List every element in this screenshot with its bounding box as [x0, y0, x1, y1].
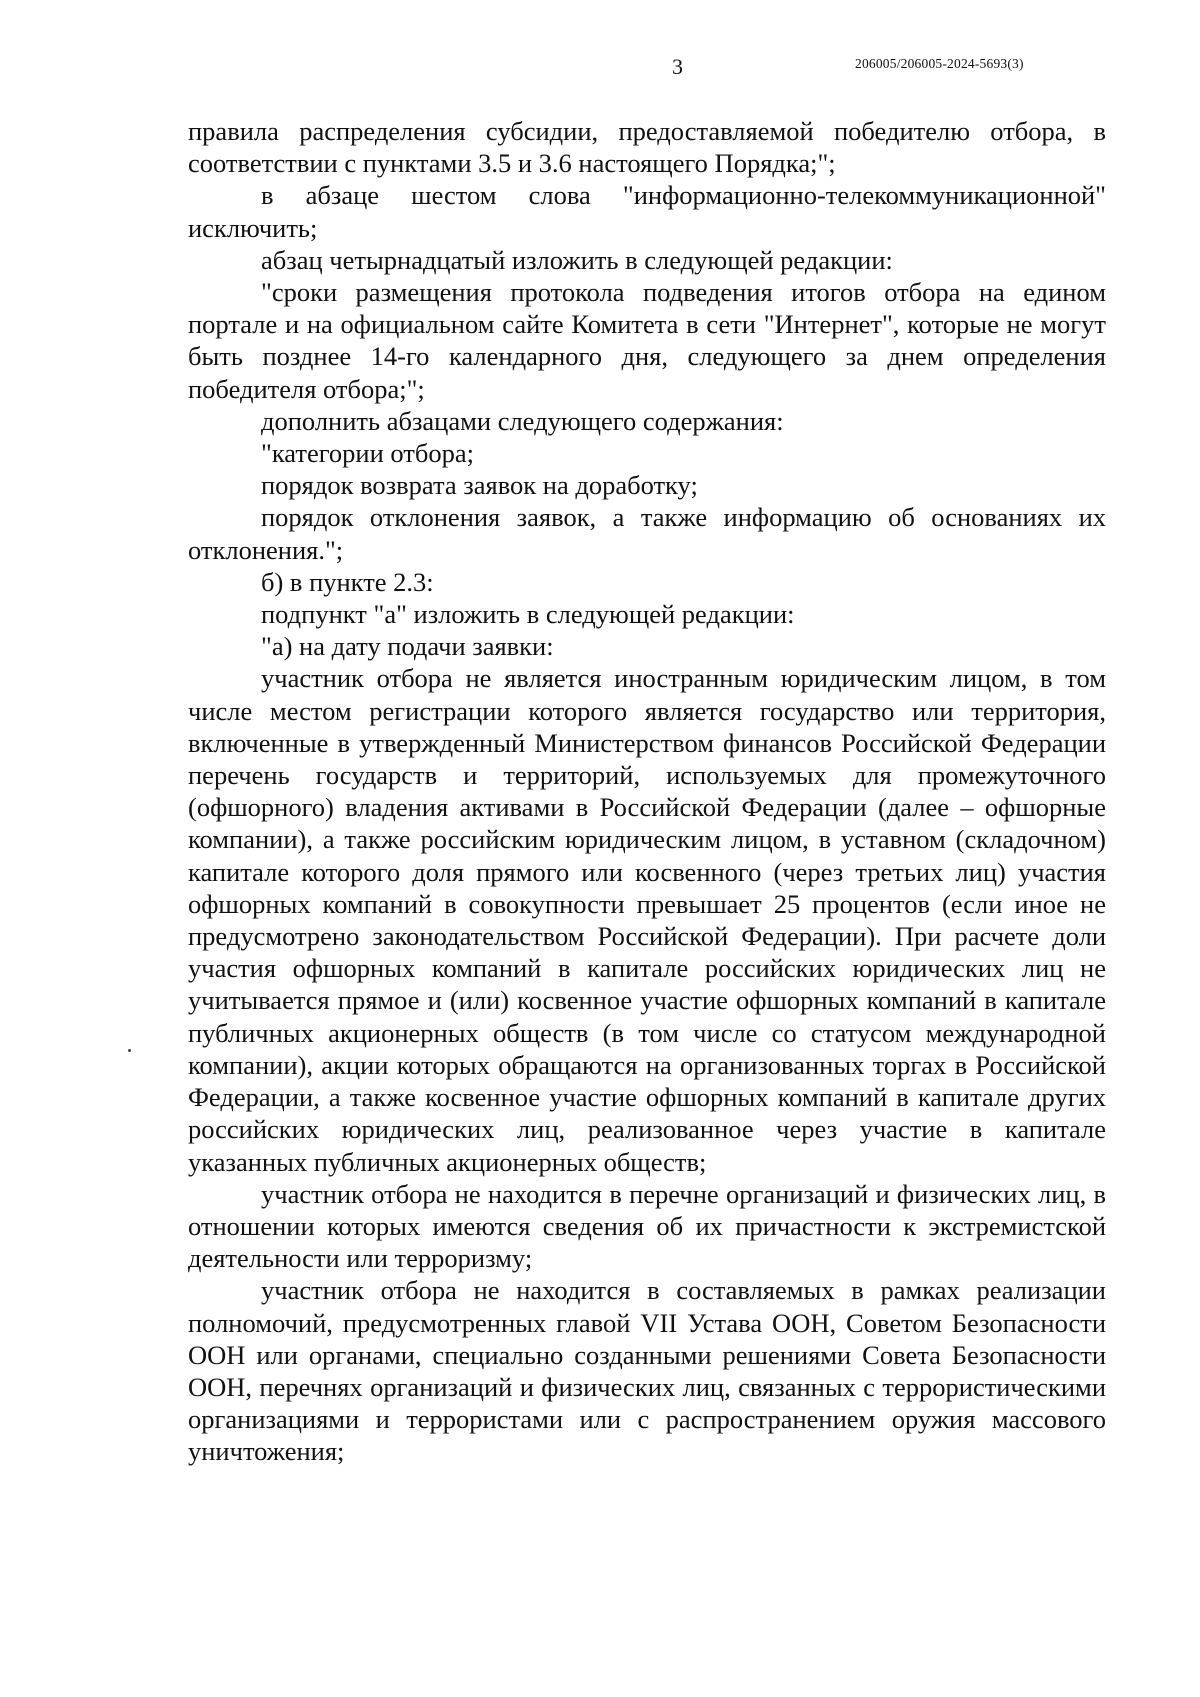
- paragraph: "сроки размещения протокола подведения итогов отбора на едином портале и на официальном сайте Комитета в сети "Интернет", которые не могут быть позднее 14-го календарного дня, следующего за днем определения победителя отбора;";: [188, 277, 1106, 404]
- paragraph: правила распределения субсидии, предоставляемой победителю отбора, в соответствии с пунктами 3.5 и 3.6 настоящего Порядка;";: [188, 116, 1106, 179]
- paragraph: участник отбора не находится в перечне организаций и физических лиц, в отношении которых имеются сведения об их причастности к экстремистской деятельности или терроризму;: [188, 1178, 1106, 1274]
- document-id: 206005/206005-2024-5693(3): [855, 56, 1024, 71]
- scan-artifact-dot: [128, 1049, 131, 1052]
- page-number: 3: [672, 54, 683, 79]
- paragraph: абзац четырнадцатый изложить в следующей редакции:: [261, 244, 893, 275]
- paragraph: порядок возврата заявок на доработку;: [261, 470, 698, 501]
- paragraph: "а) на дату подачи заявки:: [261, 631, 554, 662]
- paragraph: подпункт "а" изложить в следующей редакции:: [261, 599, 795, 630]
- paragraph: в абзаце шестом слова "информационно-телекоммуникационной" исключить;: [188, 180, 1106, 243]
- document-body: [188, 115, 1106, 1468]
- paragraph: дополнить абзацами следующего содержания:: [261, 405, 784, 436]
- paragraph: участник отбора не находится в составляемых в рамках реализации полномочий, предусмотренных главой VII Устава ООН, Советом Безопасности ООН или органами, специально созданными решениями Совета Безопасности ООН, перечнях организаций и физических лиц, связанных с террористическими организациями и террористами или с распространением оружия массового уничтожения;: [188, 1275, 1106, 1467]
- paragraph: б) в пункте 2.3:: [261, 566, 434, 597]
- paragraph: участник отбора не является иностранным юридическим лицом, в том числе местом регистрации которого является государство или территория, включенные в утвержденный Министерством финансов Российской Федерации перечень государств и территорий, используемых для промежуточного (офшорного) владения активами в Российской Федерации (далее – офшорные компании), а также российским юридическим лицом, в уставном (складочном) капитале которого доля прямого или косвенного (через третьих лиц) участия офшорных компаний в совокупности превышает 25 процентов (если иное не предусмотрено законодательством Российской Федерации). При расчете доли участия офшорных компаний в капитале российских юридических лиц не учитывается прямое и (или) косвенное участие офшорных компаний в капитале публичных акционерных обществ (в том числе со статусом международной компании), акции которых обращаются на организованных торгах в Российской Федерации, а также косвенное участие офшорных компаний в капитале других российских юридических лиц, реализованное через участие в капитале указанных публичных акционерных обществ;: [188, 663, 1106, 1177]
- paragraph: порядок отклонения заявок, а также информацию об основаниях их отклонения.";: [188, 502, 1106, 565]
- paragraph: "категории отбора;: [261, 438, 474, 469]
